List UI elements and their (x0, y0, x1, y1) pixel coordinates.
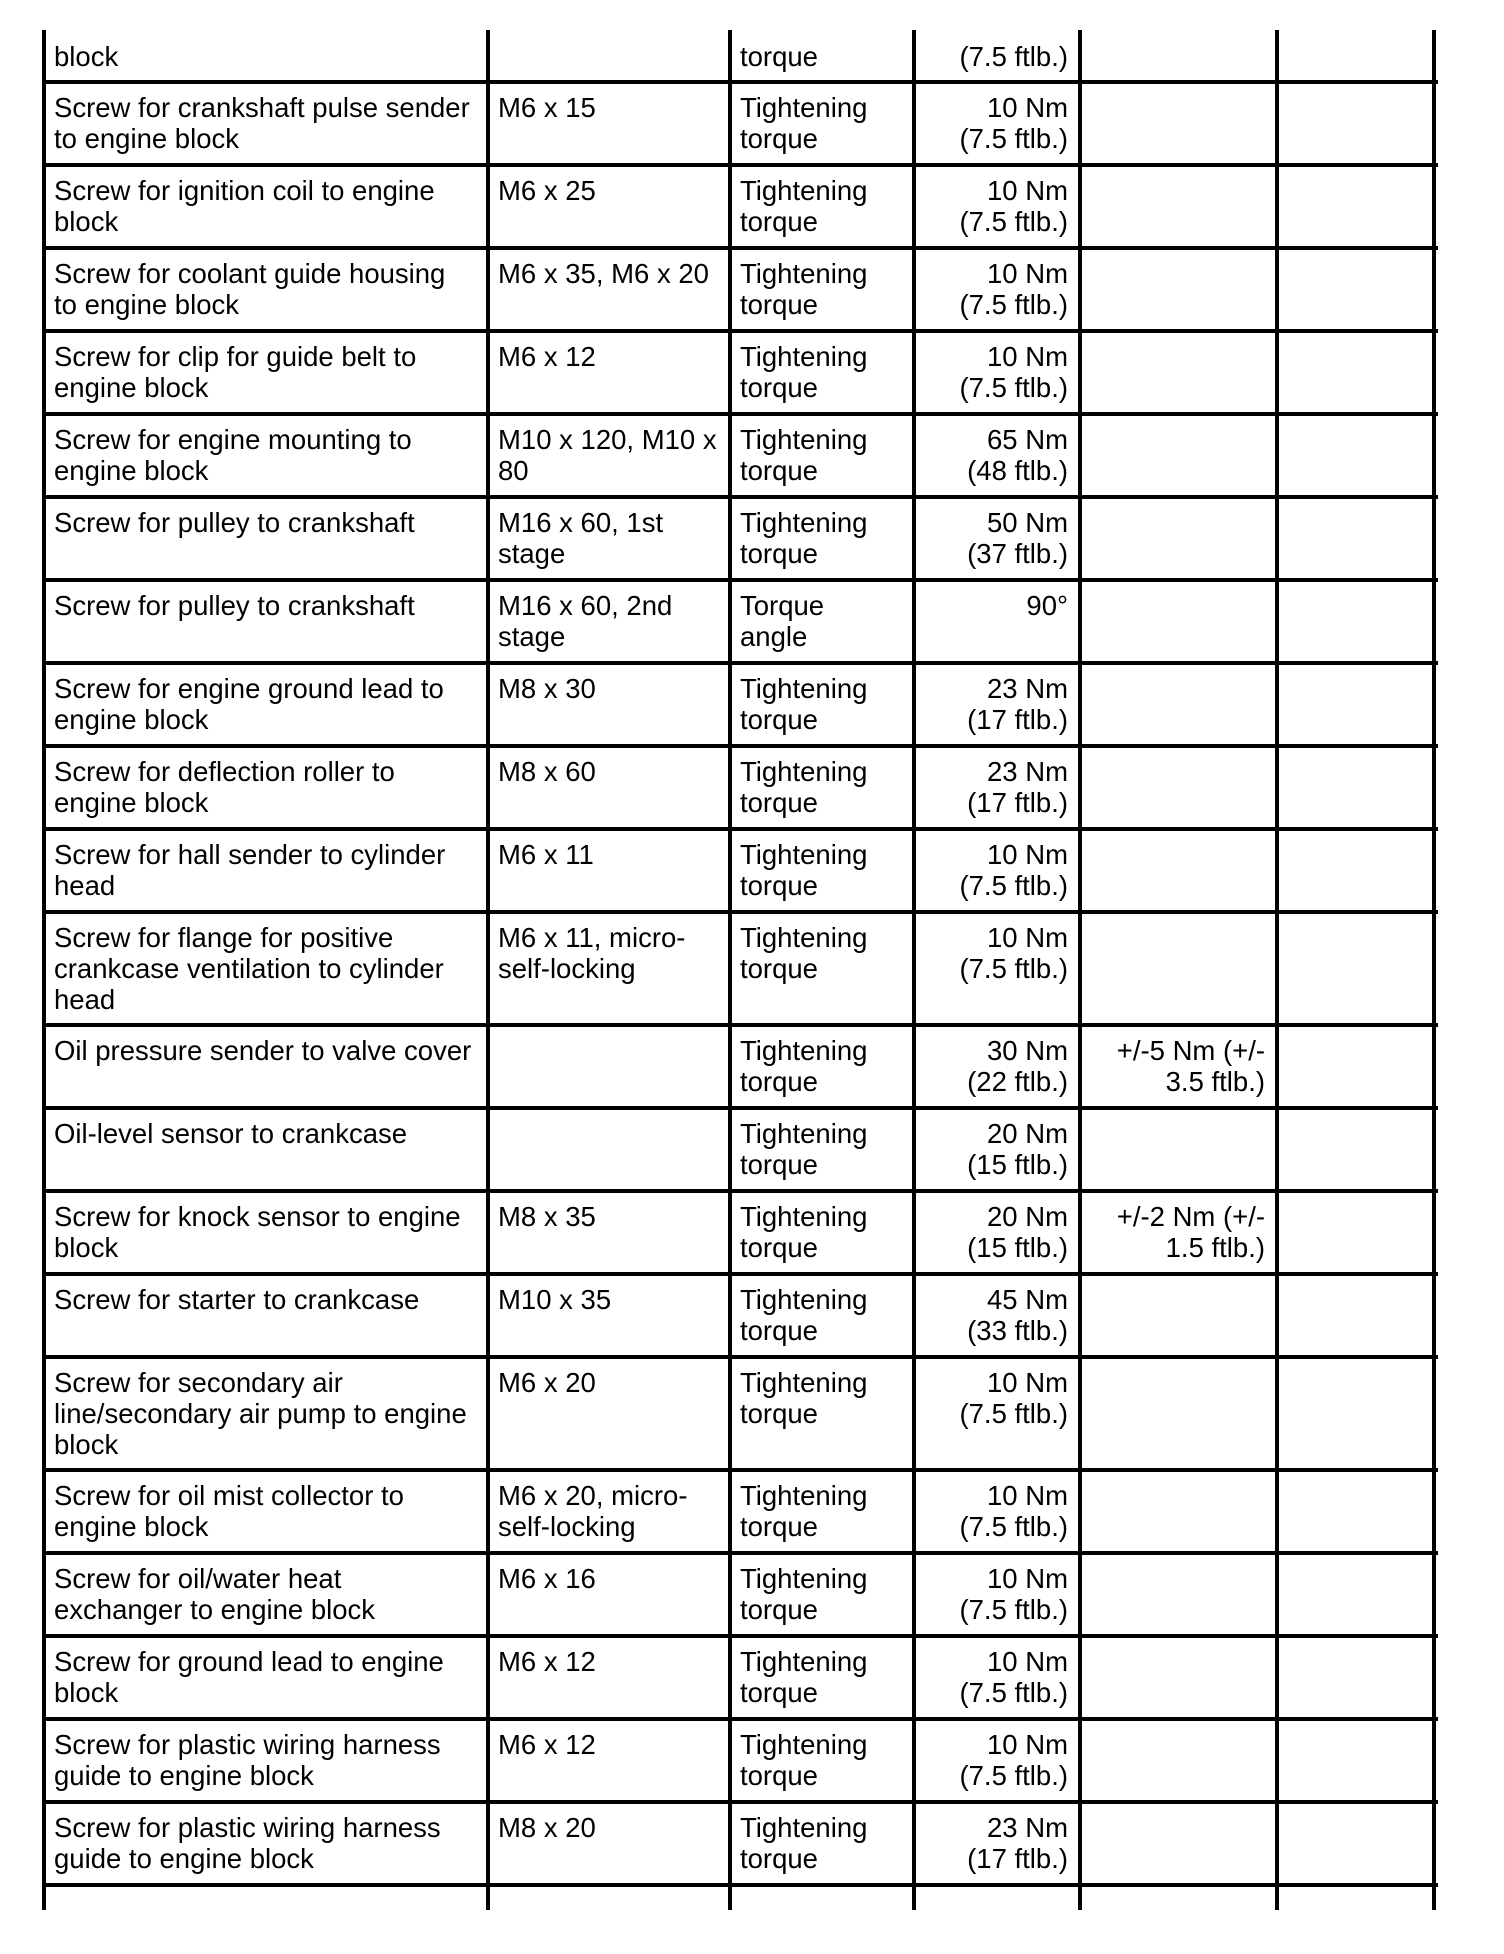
cell-type: Tightening torque (740, 424, 868, 486)
cell-size: M6 x 20 (498, 1367, 596, 1398)
column-rule (1432, 30, 1436, 1910)
cell-component: Screw for coolant guide housing to engine block (54, 258, 446, 320)
row-rule (44, 329, 1438, 333)
cell-component: Screw for hall sender to cylinder head (54, 839, 446, 901)
cell-value: 20 Nm (15 ftlb.) (967, 1201, 1068, 1263)
cell-component: Screw for engine mounting to engine block (54, 424, 412, 486)
row-rule (44, 910, 1438, 914)
cell-component: Screw for oil/water heat exchanger to engine block (54, 1563, 376, 1625)
row-rule (44, 246, 1438, 250)
row-rule (44, 744, 1438, 748)
cell-type: Tightening torque (740, 839, 868, 901)
cell-type: Tightening torque (740, 756, 868, 818)
row-rule (44, 1023, 1438, 1027)
row-rule (44, 1189, 1438, 1193)
cell-component: Screw for secondary air line/secondary air pump to engine block (54, 1367, 467, 1460)
cell-type: Tightening torque (740, 1284, 868, 1346)
cell-value: 20 Nm (15 ftlb.) (967, 1118, 1068, 1180)
row-rule (44, 1355, 1438, 1359)
row-rule (44, 1551, 1438, 1555)
cell-type: Tightening torque (740, 1480, 868, 1542)
cell-component: Screw for plastic wiring harness guide to engine block (54, 1729, 441, 1791)
cell-type: Tightening torque (740, 1118, 868, 1180)
cell-component: Screw for ground lead to engine block (54, 1646, 444, 1708)
column-rule (728, 30, 732, 1910)
cell-component: Screw for knock sensor to engine block (54, 1201, 461, 1263)
cell-size: M6 x 35, M6 x 20 (498, 258, 709, 289)
cell-component: Oil-level sensor to crankcase (54, 1118, 408, 1149)
cell-type: Tightening torque (740, 175, 868, 237)
cell-value: 10 Nm (7.5 ftlb.) (959, 1563, 1068, 1625)
cell-type: Tightening torque (740, 258, 868, 320)
cell-value: 10 Nm (7.5 ftlb.) (959, 175, 1068, 237)
cell-size: M8 x 30 (498, 673, 596, 704)
cell-type: Tightening torque (740, 507, 868, 569)
cell-type: Tightening torque (740, 1729, 868, 1791)
cell-component: block (54, 41, 119, 72)
cell-size: M8 x 60 (498, 756, 596, 787)
row-rule (44, 412, 1438, 416)
cell-size: M6 x 16 (498, 1563, 596, 1594)
cell-component: Screw for deflection roller to engine block (54, 756, 395, 818)
cell-value: 10 Nm (7.5 ftlb.) (959, 922, 1068, 984)
column-rule (42, 30, 46, 1910)
cell-component: Screw for ignition coil to engine block (54, 175, 435, 237)
cell-component: Screw for pulley to crankshaft (54, 507, 415, 538)
column-rule (1275, 30, 1279, 1910)
cell-size: M6 x 20, micro- self-locking (498, 1480, 688, 1542)
cell-component: Oil pressure sender to valve cover (54, 1035, 472, 1066)
cell-component: Screw for starter to crankcase (54, 1284, 420, 1315)
cell-component: Screw for plastic wiring harness guide to engine block (54, 1812, 441, 1874)
cell-value: 10 Nm (7.5 ftlb.) (959, 341, 1068, 403)
cell-tolerance: +/-2 Nm (+/- 1.5 ftlb.) (1116, 1201, 1265, 1263)
cell-size: M6 x 11 (498, 839, 594, 870)
row-rule (44, 1106, 1438, 1110)
cell-value: 23 Nm (17 ftlb.) (967, 1812, 1068, 1874)
cell-size: M8 x 20 (498, 1812, 596, 1843)
column-rule (486, 30, 490, 1910)
cell-size: M6 x 15 (498, 92, 596, 123)
cell-value: 23 Nm (17 ftlb.) (967, 673, 1068, 735)
cell-component: Screw for engine ground lead to engine block (54, 673, 444, 735)
cell-value: 65 Nm (48 ftlb.) (967, 424, 1068, 486)
cell-value: 10 Nm (7.5 ftlb.) (959, 1367, 1068, 1429)
column-rule (1078, 30, 1082, 1910)
cell-component: Screw for clip for guide belt to engine block (54, 341, 417, 403)
cell-value: 23 Nm (17 ftlb.) (967, 756, 1068, 818)
row-rule (44, 80, 1438, 84)
cell-value: 10 Nm (7.5 ftlb.) (959, 1646, 1068, 1708)
cell-type: Tightening torque (740, 1035, 868, 1097)
row-rule (44, 495, 1438, 499)
cell-component: Screw for oil mist collector to engine block (54, 1480, 404, 1542)
cell-value: 45 Nm (33 ftlb.) (967, 1284, 1068, 1346)
cell-type: Tightening torque (740, 1646, 868, 1708)
cell-value: (7.5 ftlb.) (959, 41, 1068, 72)
cell-value: 10 Nm (7.5 ftlb.) (959, 839, 1068, 901)
row-rule (44, 578, 1438, 582)
row-rule (44, 1468, 1438, 1472)
cell-value: 10 Nm (7.5 ftlb.) (959, 1729, 1068, 1791)
cell-size: M10 x 120, M10 x 80 (498, 424, 717, 486)
cell-tolerance: +/-5 Nm (+/- 3.5 ftlb.) (1116, 1035, 1265, 1097)
cell-size: M10 x 35 (498, 1284, 612, 1315)
cell-type: Torque angle (740, 590, 825, 652)
cell-type: Tightening torque (740, 922, 868, 984)
cell-component: Screw for flange for positive crankcase ventilation to cylinder head (54, 922, 444, 1015)
cell-type: Tightening torque (740, 673, 868, 735)
cell-type: torque (740, 41, 818, 72)
cell-type: Tightening torque (740, 92, 868, 154)
row-rule (44, 1800, 1438, 1804)
cell-component: Screw for pulley to crankshaft (54, 590, 415, 621)
cell-size: M16 x 60, 1st stage (498, 507, 664, 569)
row-rule (44, 827, 1438, 831)
column-rule (912, 30, 916, 1910)
cell-type: Tightening torque (740, 341, 868, 403)
row-rule (44, 1634, 1438, 1638)
cell-type: Tightening torque (740, 1563, 868, 1625)
cell-value: 30 Nm (22 ftlb.) (967, 1035, 1068, 1097)
cell-value: 90° (1026, 590, 1068, 621)
cell-value: 10 Nm (7.5 ftlb.) (959, 1480, 1068, 1542)
cell-size: M16 x 60, 2nd stage (498, 590, 673, 652)
cell-size: M6 x 25 (498, 175, 596, 206)
row-rule (44, 163, 1438, 167)
cell-size: M6 x 12 (498, 1729, 596, 1760)
cell-type: Tightening torque (740, 1812, 868, 1874)
row-rule (44, 1717, 1438, 1721)
cell-size: M8 x 35 (498, 1201, 596, 1232)
row-rule (44, 1883, 1438, 1887)
cell-value: 10 Nm (7.5 ftlb.) (959, 92, 1068, 154)
cell-component: Screw for crankshaft pulse sender to engine block (54, 92, 470, 154)
cell-value: 50 Nm (37 ftlb.) (967, 507, 1068, 569)
row-rule (44, 661, 1438, 665)
row-rule (44, 1272, 1438, 1276)
cell-value: 10 Nm (7.5 ftlb.) (959, 258, 1068, 320)
cell-type: Tightening torque (740, 1367, 868, 1429)
cell-size: M6 x 12 (498, 1646, 596, 1677)
cell-size: M6 x 12 (498, 341, 596, 372)
cell-type: Tightening torque (740, 1201, 868, 1263)
cell-size: M6 x 11, micro- self-locking (498, 922, 686, 984)
